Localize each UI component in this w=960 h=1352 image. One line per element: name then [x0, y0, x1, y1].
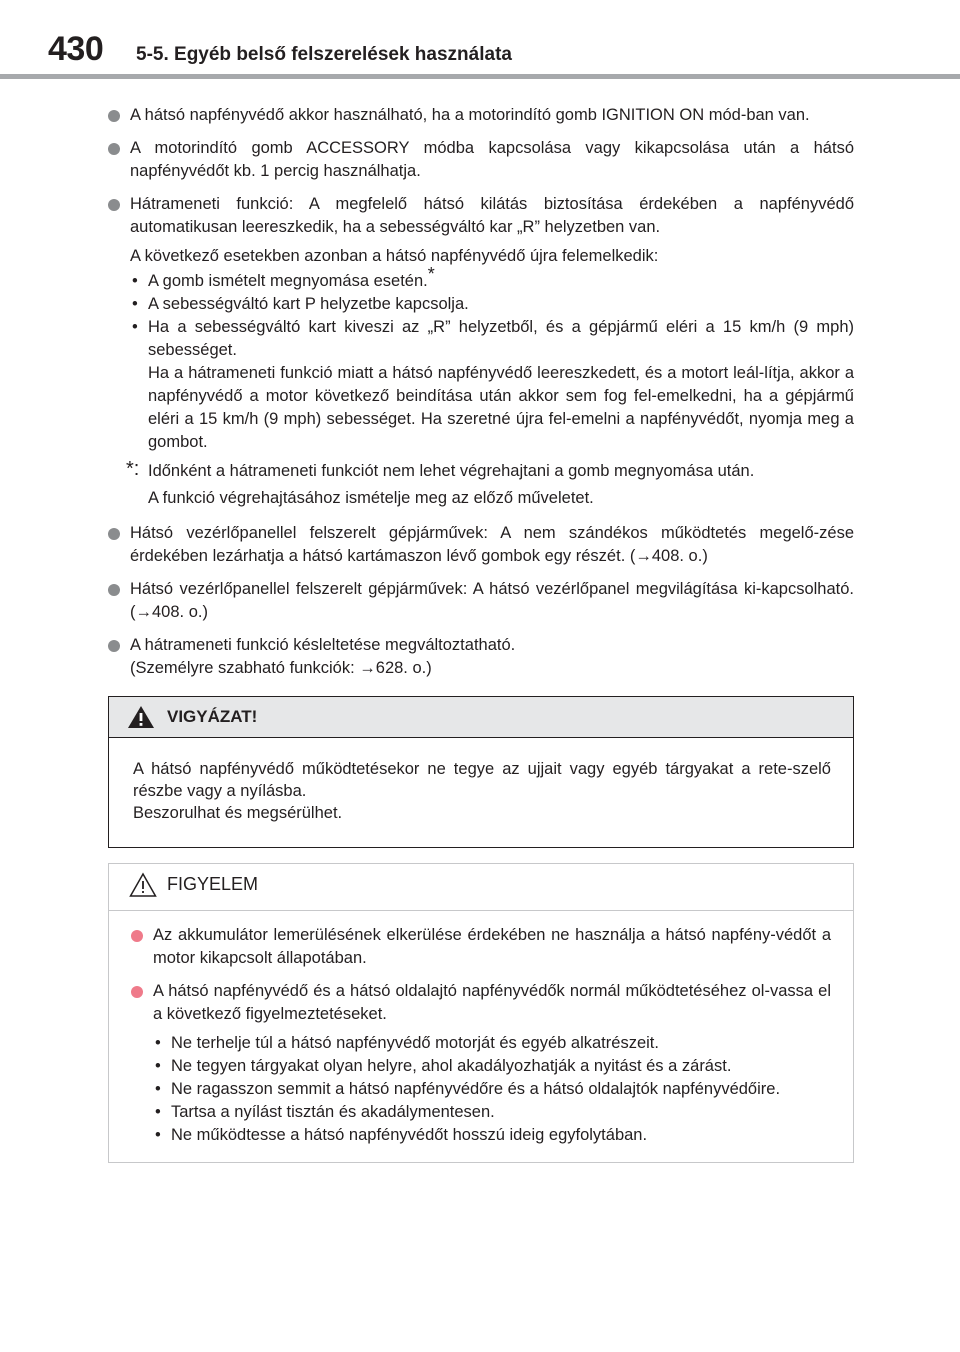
bullet-rear-panel-light [108, 578, 854, 624]
notice-header [109, 864, 853, 910]
list-bullet: • [132, 318, 138, 336]
list-item-text: A sebességváltó kart P helyzetbe kapcsolja. [148, 295, 469, 313]
page-header [0, 0, 960, 80]
warning-text: A hátsó napfényvédő működtetésekor ne tegye az ujjait vagy egyéb tárgyakat a rete-szelő részbe vagy a nyílásba. [133, 760, 831, 800]
bullet-dot-icon [108, 199, 120, 211]
bullet-text: A motorindító gomb ACCESSORY módba kapcsolása vagy kikapcsolása után a hátsó napfényvédőt kb. 1 percig használhatja. [130, 139, 854, 180]
list-item [153, 1032, 831, 1055]
list-bullet: • [155, 1103, 161, 1121]
list-bullet: • [155, 1057, 161, 1075]
list-item [130, 264, 854, 293]
bullet-text: A hátsó napfényvédő és a hátsó oldalajtó napfényvédők normál működtetéséhez ol-vassa el a következő figyelmeztetéseket. [153, 982, 831, 1023]
footnote [108, 460, 854, 483]
notice-bullet-operation [131, 980, 831, 1026]
notice-sub-list [131, 1032, 831, 1147]
bullet-dot-icon [108, 584, 120, 596]
bullet-text-2: (Személyre szabható funkciók: →628. o.) [130, 659, 432, 677]
chapter-title: 5-5. Egyéb belső felszerelések használata [136, 44, 512, 65]
warning-box [108, 696, 854, 848]
notice-title: FIGYELEM [167, 874, 259, 894]
list-item-text: Ne terhelje túl a hátsó napfényvédő motorját és egyéb alkatrészeit. [171, 1034, 659, 1052]
bullet-reverse-delay [108, 634, 854, 680]
list-item [153, 1078, 831, 1101]
footnote-star: * [427, 264, 435, 284]
list-item-text: Ne ragasszon semmit a hátsó napfényvédőre és a hátsó oldalajtók napfényvédőire. [171, 1080, 781, 1098]
footnote-text-2: A funkció végrehajtásához ismételje meg az előző műveletet. [148, 489, 594, 507]
list-item-text: Tartsa a nyílást tisztán és akadálymentesen. [171, 1103, 495, 1121]
notice-body [131, 924, 831, 1147]
bullet-dot-icon [108, 528, 120, 540]
list-item-text: A gomb ismételt megnyomása esetén. [148, 272, 428, 290]
bullet-ignition [108, 104, 854, 127]
warning-body [109, 738, 853, 824]
page-number: 430 [48, 30, 104, 68]
bullet-rear-panel-lock [108, 522, 854, 568]
list-bullet: • [132, 295, 138, 313]
list-bullet: • [155, 1126, 161, 1144]
warning-header [109, 697, 853, 738]
list-item-text: Ne működtesse a hátsó napfényvédőt hosszú ideig egyfolytában. [171, 1126, 648, 1144]
bullet-dot-icon [108, 110, 120, 122]
bullet-dot-icon [131, 930, 143, 942]
bullet-text: A hátrameneti funkció késleltetése megváltoztatható. [130, 636, 516, 654]
warning-title: VIGYÁZAT! [167, 707, 258, 726]
list-bullet: • [132, 272, 138, 290]
notice-box [108, 863, 854, 1163]
reverse-intro: A következő esetekben azonban a hátsó napfényvédő újra felemelkedik: [130, 247, 659, 265]
list-bullet: • [155, 1034, 161, 1052]
bullet-text: A hátsó napfényvédő akkor használható, ha a motorindító gomb IGNITION ON mód-ban van. [130, 106, 810, 124]
bullet-reverse-function [108, 193, 854, 239]
bullet-dot-icon [108, 640, 120, 652]
bullet-text: Hátsó vezérlőpanellel felszerelt gépjárművek: A hátsó vezérlőpanel megvilágítása ki-kapcsolható. (→408. o.) [130, 580, 854, 621]
bullet-text: Hátsó vezérlőpanellel felszerelt gépjárművek: A nem szándékos működtetés megelő-zése érdekében lezárhatja a hátsó kartámaszon lévő gombok egy részét. (→408. o.) [130, 524, 854, 565]
list-item-note: Ha a hátrameneti funkció miatt a hátsó napfényvédő leereszkedett, és a motort leál-lítja, akkor a napfényvédő a motor következő beindítása után akkor sem fog fel-emelkedni, ha a gépjármű eléri a 15 km/h (9 mph) sebességet. Ha szeretné újra fel-emelni a napfényvédőt, nyomja meg a gombot. [148, 364, 854, 451]
list-bullet: • [155, 1080, 161, 1098]
caution-triangle-icon [129, 872, 157, 898]
list-item [130, 316, 854, 454]
warning-triangle-icon [127, 705, 155, 729]
list-item [153, 1124, 831, 1147]
warning-text-2: Beszorulhat és megsérülhet. [133, 804, 343, 822]
bullet-dot-icon [131, 986, 143, 998]
list-item [130, 293, 854, 316]
reverse-conditions-list [108, 264, 854, 454]
bullet-dot-icon [108, 143, 120, 155]
notice-bullet-battery [131, 924, 831, 970]
list-item [153, 1055, 831, 1078]
bullet-text: Az akkumulátor lemerülésének elkerülése érdekében ne használja a hátsó napfény-védőt a motor kikapcsolt állapotában. [153, 926, 831, 967]
main-content [108, 104, 854, 690]
list-item-text: Ne tegyen tárgyakat olyan helyre, ahol akadályozhatják a nyitást és a zárást. [171, 1057, 732, 1075]
header-rule [0, 74, 960, 79]
list-item [153, 1101, 831, 1124]
notice-divider [109, 910, 853, 911]
bullet-text: Hátrameneti funkció: A megfelelő hátsó kilátás biztosítása érdekében a napfényvédő automatikusan leereszkedik, ha a sebességváltó kar „R” helyzetben van. [130, 195, 854, 236]
bullet-accessory [108, 137, 854, 183]
footnote-mark: *: [126, 458, 140, 480]
footnote-text: Időnként a hátrameneti funkciót nem lehet végrehajtani a gomb megnyomása után. [148, 462, 755, 480]
list-item-text: Ha a sebességváltó kart kiveszi az „R” helyzetből, és a gépjármű eléri a 15 km/h (9 mph) sebességet. [148, 318, 854, 359]
